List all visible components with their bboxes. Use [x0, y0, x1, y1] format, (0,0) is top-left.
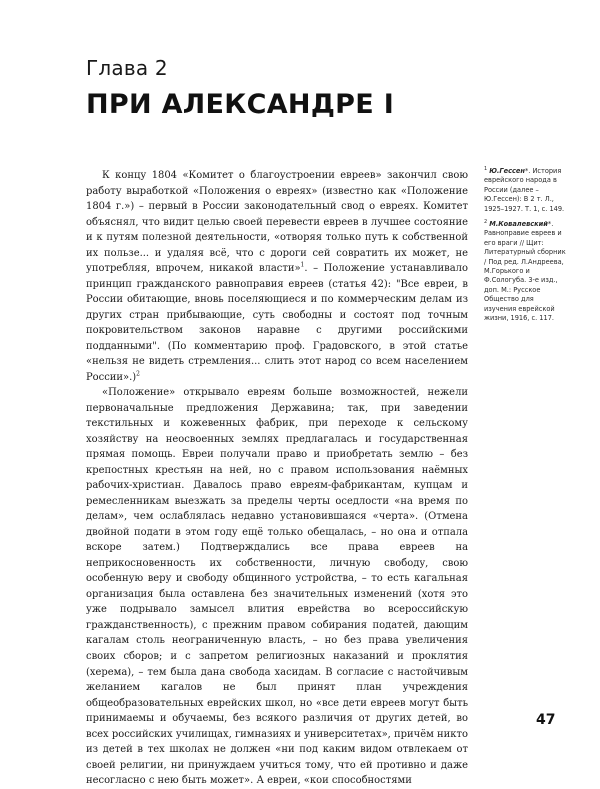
paragraph-1-text-a: К концу 1804 «Комитет о благоустроении евреев» закончил свою работу выработкой «Положения о евреях» (известно как «Положение 1804 г.») – первый в России законодательный свод о евреях. Комитет объяснял, что видит целью своей перевести евреев в лучшее состояние и к путям полезной деятельности, «отворяя только путь к собственной их пользе... и удаляя всё, что с дороги сей совратить их может, не употребляя, впрочем, никакой власти»	[86, 170, 468, 275]
note-author: Ю.Гессен	[489, 167, 525, 175]
note-number: 2	[484, 218, 488, 225]
main-text	[86, 168, 468, 789]
footnote-ref-2: 2	[136, 370, 140, 378]
note-mark: *	[524, 167, 529, 175]
note-author: М.Ковалевский	[489, 220, 548, 229]
page-number: 47	[536, 712, 556, 728]
footnote-ref-1: 1	[300, 261, 305, 269]
note-text: . Равноправие евреев и его враги // Щит: Литературный сборник / Под ред. Л.Андреева, М.Горького и Ф.Сологуба. 3-е изд., доп. М.: Русское Общество для изучения еврейской жизни, 1916, с. 117.	[484, 220, 566, 323]
paragraph-1-text-b: . – Положение устанавливало принцип гражданского равноправия евреев (статья 42): "Все евреи, в России обитающие, вновь поселяющиеся и по коммерческим делам из других стран прибывающие, суть свободны и состоят под точным покровительством законов наравне с другими российскими подданными". (По комментарию проф. Градовского, в этой статье «нельзя не видеть стремления... слить этот народ со всем населением России».)	[86, 263, 468, 383]
margin-notes	[484, 167, 566, 330]
paragraph-2: «Положение» открывало евреям больше возможностей, нежели первоначальные предложения Державина; так, при заведении текстильных и кожевенных фабрик, при переходе к сельскому хозяйству на неосвоенных землях предлагалась и государственная прямая помощь. Евреи получали право и приобретать землю – без крепостных крестьян на ней, но с правом использования наёмных рабочих-христиан. Давалось право евреям-фабрикантам, купцам и ремесленникам выезжать за пределы черты оседлости «на время по делам», чем ослаблялась недавно установившаяся «черта». (Отмена двойной подати в этом году ещё только обещалась, – но она и отпала вскоре затем.) Подтверждались все права евреев на неприкосновенность их собственности, личную свободу, свою особенную веру и свободу общинного устройства, – то есть кагальная организация была оставлена без значительных изменений (хотя это уже подрывало замысел влития еврейства во всероссийскую гражданственность), с прежним правом собирания податей, дающим кагалам столь неограниченную власть, – но без права увеличения своих сборов; и с запретом религиозных наказаний и проклятия (херема), – тем была дана свобода хасидам. В согласие с настойчивым желанием кагалов не был принят план учреждения общеобразовательных еврейских школ, но «все дети евреев могут быть принимаемы и обучаемы, без всякого различия от других детей, во всех российских училищах, гимназиях и университетах», причём никто из детей в тех школах не должен «ни под каким видом отвлекаем от своей религии, ни принуждаем учиться тому, что ей противно и даже несогласно с нею быть может». А евреи, «кои способностями	[86, 387, 468, 787]
margin-note	[484, 220, 566, 323]
note-number: 1	[484, 165, 488, 172]
note-text: . История еврейского народа в России (далее – Ю.Гессен): В 2 т. Л., 1925–1927. Т. 1, с. 149.	[484, 167, 565, 213]
paragraph-1	[86, 168, 468, 385]
note-mark: *	[547, 220, 552, 229]
chapter-title: ПРИ АЛЕКСАНДРЕ I	[86, 89, 395, 120]
margin-note	[484, 167, 566, 214]
chapter-label: Глава 2	[86, 56, 168, 80]
